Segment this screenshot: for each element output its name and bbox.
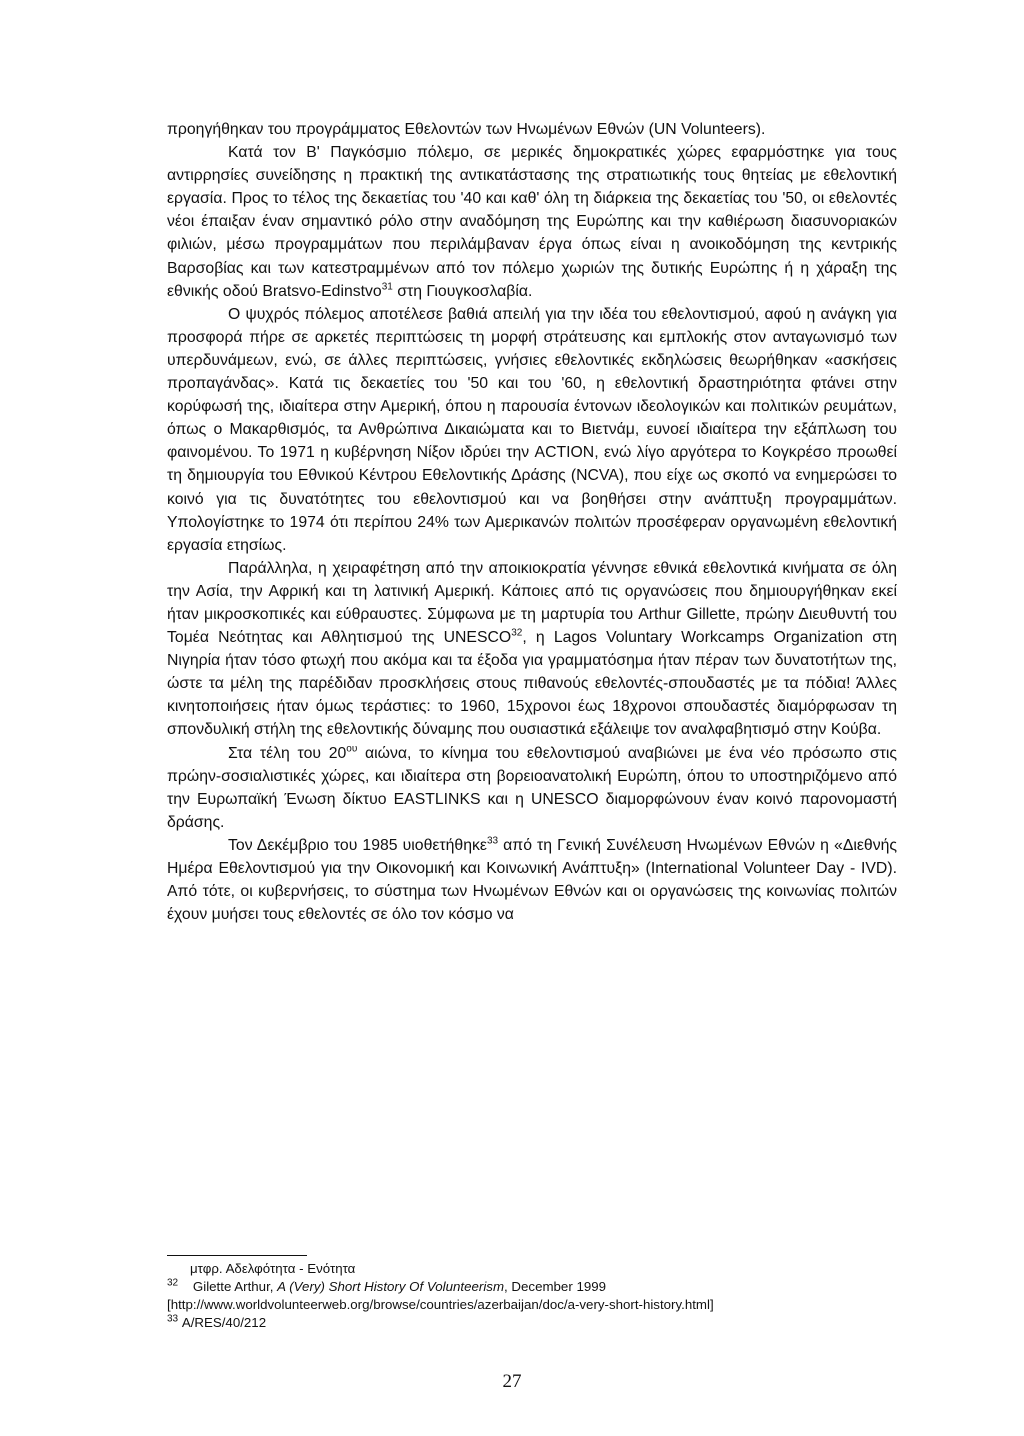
paragraph-text: Κατά τον Β' Παγκόσμιο πόλεμο, σε μερικές δημοκρατικές χώρες εφαρμόστηκε για τους αντιρρησίες συνείδησης η πρακτική της αντικατάστασης της στρατιωτικής τους θητείας με εθελοντική εργασία. Προς το τέλος της δεκαετίας του '40 και καθ' όλη τη διάρκεια της δεκαετίας του '50, οι εθελοντές νέοι έπαιξαν έναν σημαντικό ρόλο στην αναδόμηση της Ευρώπης και την καθιέρωση διασυνοριακών φιλιών, μέσω προγραμμάτων που περιλάμβαναν έργα όπως είναι η ανοικοδόμηση της κεντρικής Βαρσοβίας και των κατεστραμμένων από τον πόλεμο χωριών της δυτικής Ευρώπης ή η χάραξη της εθνικής οδού Bratsvo-Edinstvo xyxy=(167,144,897,300)
footnote-31 xyxy=(167,1260,897,1278)
footnote-url: [http://www.worldvolunteerweb.org/browse/countries/azerbaijan/doc/a-very-short-history.html] xyxy=(167,1297,714,1312)
footnote-marker: 32 xyxy=(167,1277,179,1289)
footnote-text: μτφρ. Αδελφότητα - Ενότητα xyxy=(190,1261,356,1276)
paragraph xyxy=(167,118,897,141)
footnote-marker: 33 xyxy=(167,1313,179,1325)
paragraph-text: αιώνα, το κίνημα του εθελοντισμού αναβιώνει με ένα νέο πρόσωπο στις πρώην-σοσιαλιστικές χώρες, και ιδιαίτερα στη βορειοανατολική Ευρώπη, όπου το υποστηριζόμενο από την Ευρωπαϊκή Ένωση δίκτυο EASTLINKS και η UNESCO διαμορφώνουν έναν κοινό παρονομαστή δράσης. xyxy=(167,744,897,831)
paragraph-text: από τη Γενική Συνέλευση Ηνωμένων Εθνών η «Διεθνής Ημέρα Εθελοντισμού για την Οικονομική και Κοινωνική Ανάπτυξη» (International Volunteer Day - IVD). Από τότε, οι κυβερνήσεις, το σύστημα των Ηνωμένων Εθνών και οι οργανώσεις της κοινωνίας πολιτών έχουν μυήσει τους εθελοντές σε όλο τον κόσμο να xyxy=(167,836,898,924)
paragraph xyxy=(167,141,897,303)
footnote-ref-31: 31 xyxy=(381,281,393,293)
footnote-title: A (Very) Short History Of Volunteerism xyxy=(277,1279,505,1294)
paragraph-text: Ο ψυχρός πόλεμος αποτέλεσε βαθιά απειλή για την ιδέα του εθελοντισμού, αφού η ανάγκη για προσφορά πήρε σε αρκετές περιπτώσεις τη μορφή στράτευσης και εμπλοκής στον ανταγωνισμό των υπερδυνάμεων, ενώ, σε άλλες περιπτώσεις, γνήσιες εθελοντικές εκδηλώσεις θεωρήθηκαν «ασκήσεις προπαγάνδας». Κατά τις δεκαετίες του '50 και του '60, η εθελοντική δραστηριότητα φτάνει στην κορύφωσή της, ιδιαίτερα στην Αμερική, όπου η παρουσία έντονων ιδεολογικών και πολιτικών ρευμάτων, όπως ο Μακαρθισμός, τα Ανθρώπινα Δικαιώματα και το Βιετνάμ, ευνοεί ιδιαίτερα την εξάπλωση του φαινομένου. Το 1971 η κυβέρνηση Νίξον ιδρύει την ACTION, ενώ λίγο αργότερα το Κογκρέσο προωθεί τη δημιουργία του Εθνικού Κέντρου Εθελοντικής Δράσης (NCVA), που είχε ως σκοπό να ενημερώσει το κοινό για τις δυνατότητες του εθελοντισμού και να βοηθήσει στην ανάπτυξη προγραμμάτων. Υπολογίστηκε το 1974 ότι περίπου 24% των Αμερικανών πολιτών προσέφεραν οργανωμένη εθελοντική εργασία ετησίως. xyxy=(167,305,897,554)
footnote-ref-33: 33 xyxy=(486,835,499,847)
footnote-text: , December 1999 xyxy=(504,1279,607,1294)
paragraph xyxy=(167,742,897,834)
footnotes xyxy=(167,1260,897,1332)
footnote-text: Gilette Arthur, xyxy=(192,1279,278,1294)
page-number: 27 xyxy=(502,1371,522,1392)
footnote-text: A/RES/40/212 xyxy=(181,1315,267,1330)
paragraph-text: , η Lagos Voluntary Workcamps Organization στη Νιγηρία ήταν τόσο φτωχή που ακόμα και τα έξοδα για γραμματόσημα ήταν πέραν των δυνατοτήτων της, ώστε τα μέλη της παρέδιδαν προσκλήσεις στους πιθανούς εθελοντές-σπουδαστές με τα πόδια! Άλλες κινητοποιήσεις ήταν όμως τεράστιες: το 1960, 15χρονοι έως 18χρονοι σπουδαστές διαμόρφωσαν τη σπονδυλική στήλη της εθελοντικής δύναμης που ουσιαστικά εξάλειψε τον αναλφαβητισμό στην Κούβα. xyxy=(167,629,897,739)
footnote-32-url xyxy=(167,1296,897,1314)
paragraph xyxy=(167,557,897,742)
body-text xyxy=(167,118,897,926)
footnote-32 xyxy=(167,1278,897,1296)
paragraph-text: στη Γιουγκοσλαβία. xyxy=(392,282,533,300)
paragraph-text: προηγήθηκαν του προγράμματος Εθελοντών των Ηνωμένων Εθνών (UN Volunteers). xyxy=(167,121,766,138)
paragraph-text: Τον Δεκέμβριο του 1985 υιοθετήθηκε xyxy=(228,836,487,854)
superscript-ou: ου xyxy=(346,743,358,755)
footnote-ref-32: 32 xyxy=(511,627,523,639)
paragraph xyxy=(167,834,897,926)
paragraph xyxy=(167,303,897,557)
paragraph-text: Στα τέλη του 20 xyxy=(228,744,347,762)
footnote-separator xyxy=(167,1255,307,1256)
footnote-33 xyxy=(167,1314,897,1332)
paragraph-text: Παράλληλα, η χειραφέτηση από την αποικιοκρατία γέννησε εθνικά εθελοντικά κινήματα σε όλη την Ασία, την Αφρική και τη λατινική Αμερική. Κάποιες από τις οργανώσεις που δημιουργήθηκαν εκεί ήταν μικροσκοπικές και εύθραυστες. Σύμφωνα με τη μαρτυρία του Arthur Gillette, πρώην Διευθυντή του Τομέα Νεότητας και Αθλητισμού της UNESCO xyxy=(167,559,897,647)
